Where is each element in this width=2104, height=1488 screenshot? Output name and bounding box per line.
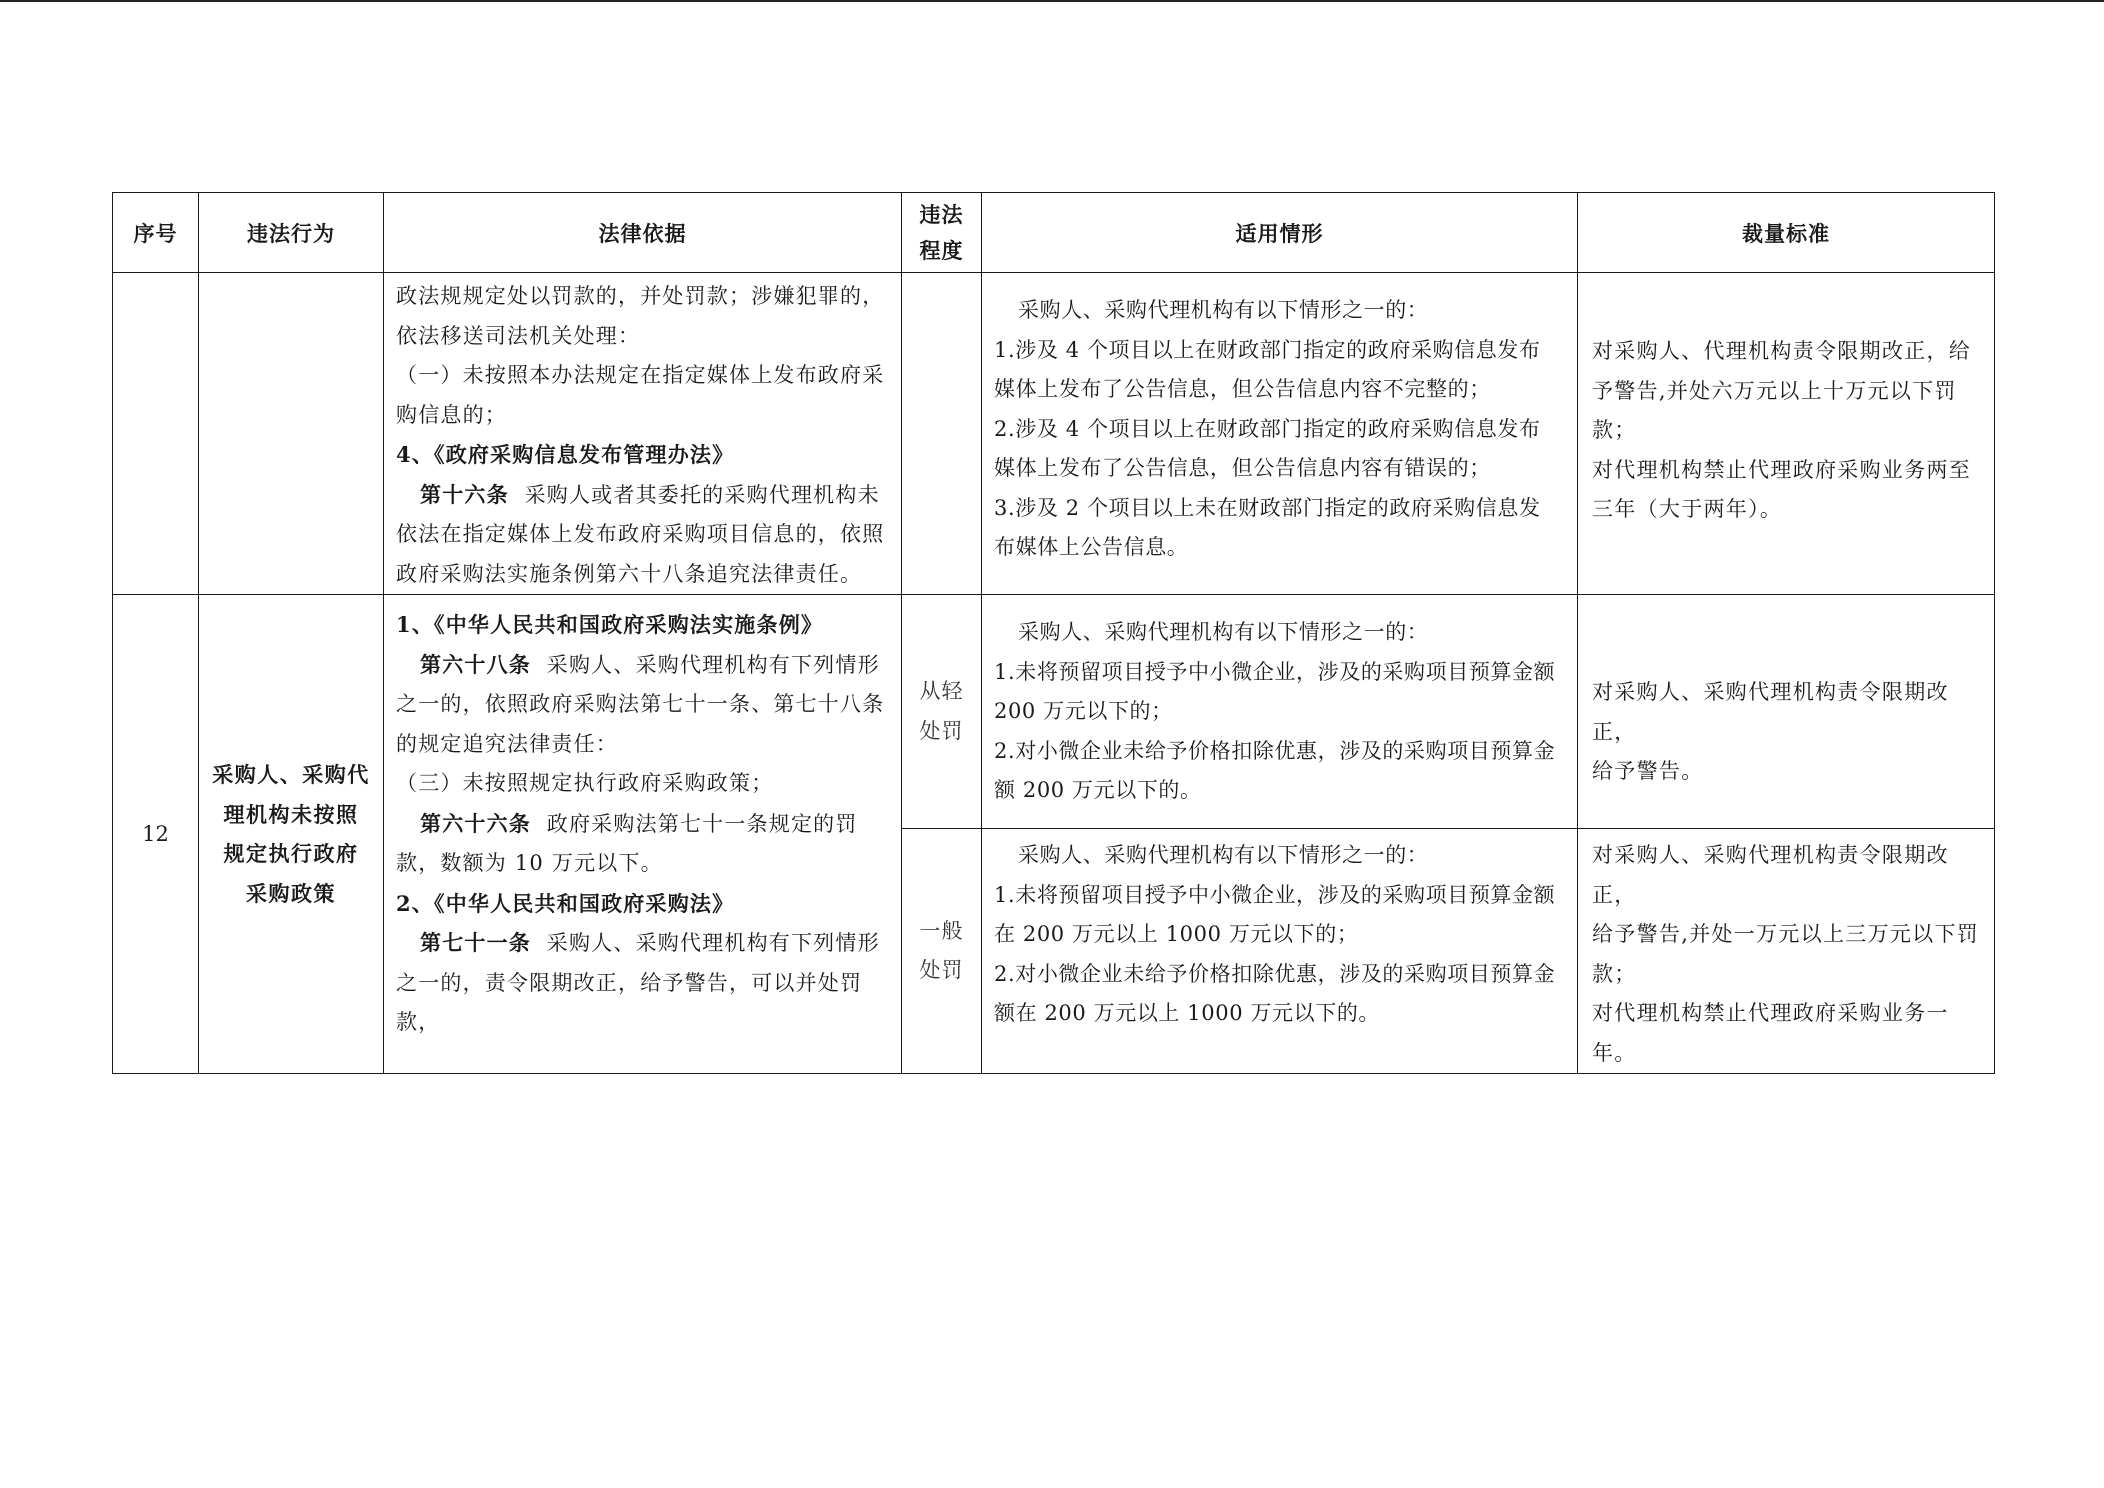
situation-line: 媒体上发布了公告信息，但公告信息内容不完整的；: [994, 377, 1491, 401]
header-degree-line1: 违法: [919, 201, 964, 227]
standard-line: 给予警告,并处一万元以上三万元以下罚: [1592, 922, 1980, 946]
law-line: （三）未按照规定执行政府采购政策；: [396, 771, 774, 795]
law-line: 依法在指定媒体上发布政府采购项目信息的，依照: [396, 522, 885, 546]
law-article: [396, 923, 889, 964]
law-line: 购信息的；: [396, 402, 507, 427]
header-standard: 裁量标准: [1578, 193, 1995, 273]
standard-line: 予警告,并处六万元以上十万元以下罚: [1592, 378, 1957, 403]
situation-line: 额在 200 万元以上 1000 万元以下的。: [994, 1001, 1381, 1025]
degree-cell-general: [902, 829, 982, 1074]
table-row-continued: [113, 273, 1995, 595]
degree-cell-light: [902, 595, 982, 829]
standard-line: 款；: [1592, 961, 1637, 986]
situation-cell-general: [982, 829, 1578, 1074]
violation-line: 采购政策: [246, 880, 336, 906]
situation-line: 1.未将预留项目授予中小微企业，涉及的采购项目预算金额: [994, 659, 1556, 684]
situation-line: 200 万元以下的；: [994, 699, 1173, 723]
degree-line: 从轻: [919, 679, 964, 703]
situation-line: 3.涉及 2 个项目以上未在财政部门指定的政府采购信息发: [994, 495, 1541, 520]
standard-line: 对采购人、代理机构责令限期改正，给: [1592, 339, 1972, 363]
degree-line: 一般: [919, 918, 964, 943]
situation-line: 1.未将预留项目授予中小微企业，涉及的采购项目预算金额: [994, 882, 1556, 907]
violation-line: 理机构未按照: [223, 801, 359, 827]
situation-line: 采购人、采购代理机构有以下情形之一的：: [1018, 620, 1429, 644]
page-top-border: [0, 0, 2104, 2]
situation-line: 2.对小微企业未给予价格扣除优惠，涉及的采购项目预算金: [994, 738, 1556, 763]
law-line: 之一的，责令限期改正，给予警告，可以并处罚款，: [396, 970, 863, 1034]
standard-line: 年。: [1592, 1040, 1637, 1065]
article-text: 采购人、采购代理机构有下列情形: [546, 652, 880, 677]
standard-line: 对代理机构禁止代理政府采购业务两至: [1592, 457, 1972, 482]
law-line: 依法移送司法机关处理：: [396, 323, 641, 348]
standard-line: 对采购人、采购代理机构责令限期改正，: [1592, 843, 1949, 907]
law-article: [396, 645, 889, 686]
law-article: [396, 475, 889, 516]
article-number: 第七十一条: [420, 930, 531, 955]
standard-line: 给予警告。: [1592, 759, 1704, 783]
standard-line: 款；: [1592, 418, 1637, 442]
law-line: 之一的，依照政府采购法第七十一条、第七十八条: [396, 692, 885, 716]
situation-cell-light: [982, 595, 1578, 829]
header-situation: 适用情形: [982, 193, 1578, 273]
seq-cell: 12: [113, 595, 199, 1074]
seq-cell-empty: [113, 273, 199, 595]
situation-line: 采购人、采购代理机构有以下情形之一的：: [1018, 843, 1429, 867]
header-seq: 序号: [113, 193, 199, 273]
standard-cell: [1578, 273, 1995, 595]
standard-cell-general: [1578, 829, 1995, 1074]
violation-cell-empty: [199, 273, 384, 595]
situation-line: 2.对小微企业未给予价格扣除优惠，涉及的采购项目预算金: [994, 961, 1556, 986]
degree-line: 处罚: [919, 958, 964, 982]
situation-line: 媒体上发布了公告信息，但公告信息内容有错误的；: [994, 456, 1491, 480]
standard-line: 对代理机构禁止代理政府采购业务一: [1592, 1001, 1949, 1025]
article-text: 采购人或者其委托的采购代理机构未: [524, 482, 880, 507]
law-article: [396, 804, 889, 845]
header-row: [113, 193, 1995, 273]
situation-line: 布媒体上公告信息。: [994, 535, 1189, 559]
law-heading: 2、《中华人民共和国政府采购法》: [396, 890, 735, 916]
law-line: 的规定追究法律责任：: [396, 731, 618, 756]
table-row-12-light: [113, 595, 1995, 829]
law-heading: 1、《中华人民共和国政府采购法实施条例》: [396, 612, 824, 637]
standard-cell-light: [1578, 595, 1995, 829]
law-line: 款，数额为 10 万元以下。: [396, 851, 663, 875]
law-heading: 4、《政府采购信息发布管理办法》: [396, 442, 735, 467]
degree-line: 处罚: [919, 718, 964, 743]
header-violation: 违法行为: [199, 193, 384, 273]
violation-line: 规定执行政府: [223, 841, 359, 866]
violation-line: 采购人、采购代: [212, 762, 370, 787]
article-number: 第六十八条: [420, 651, 531, 677]
header-degree: [902, 193, 982, 273]
standard-line: 对采购人、采购代理机构责令限期改正，: [1592, 680, 1949, 744]
penalty-discretion-table: [112, 192, 1995, 1074]
violation-cell: [199, 595, 384, 1074]
situation-line: 采购人、采购代理机构有以下情形之一的：: [1018, 298, 1429, 322]
situation-cell: [982, 273, 1578, 595]
law-line: （一）未按照本办法规定在指定媒体上发布政府采: [396, 363, 885, 387]
legal-basis-cell: [384, 273, 902, 595]
situation-line: 在 200 万元以上 1000 万元以下的；: [994, 922, 1359, 946]
legal-basis-cell: [384, 595, 902, 1074]
article-number: 第六十六条: [420, 810, 531, 836]
article-text: 政府采购法第七十一条规定的罚: [546, 811, 858, 836]
article-number: 第十六条: [420, 481, 509, 507]
degree-cell-empty: [902, 273, 982, 595]
law-line: 政府采购法实施条例第六十八条追究法律责任。: [396, 561, 863, 586]
article-text: 采购人、采购代理机构有下列情形: [546, 931, 880, 955]
situation-line: 额 200 万元以下的。: [994, 778, 1202, 802]
header-legal-basis: 法律依据: [384, 193, 902, 273]
situation-line: 2.涉及 4 个项目以上在财政部门指定的政府采购信息发布: [994, 416, 1541, 441]
law-line: 政法规规定处以罚款的，并处罚款；涉嫌犯罪的，: [396, 284, 885, 308]
header-degree-line2: 程度: [919, 237, 964, 263]
standard-line: 三年（大于两年）。: [1592, 497, 1783, 521]
situation-line: 1.涉及 4 个项目以上在财政部门指定的政府采购信息发布: [994, 337, 1541, 362]
